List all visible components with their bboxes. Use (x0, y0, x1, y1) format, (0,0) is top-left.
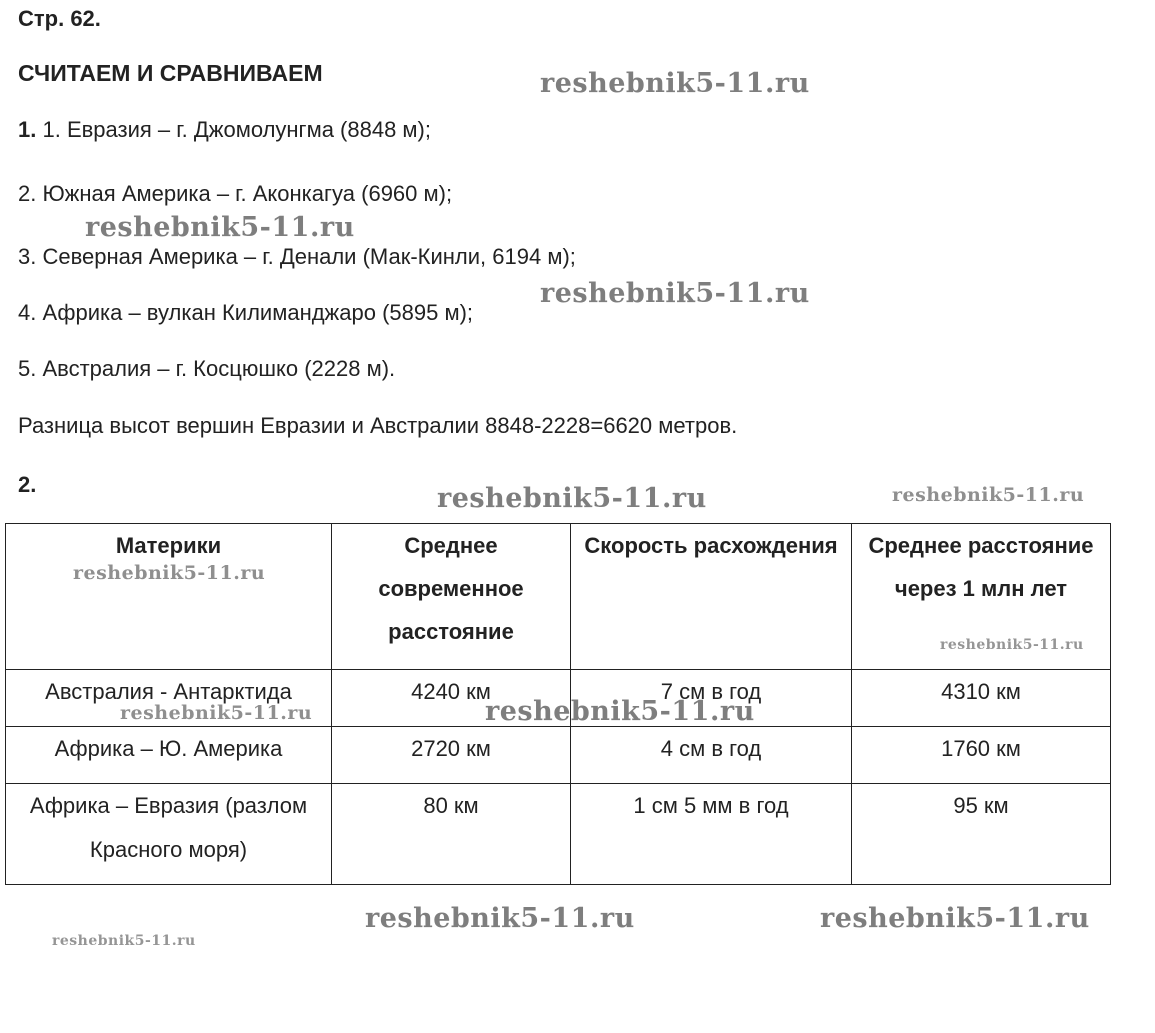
table-cell: Африка – Ю. Америка (6, 727, 332, 784)
watermark: reshebnik5-11.ru (485, 696, 755, 727)
table-cell: 4 см в год (571, 727, 852, 784)
table-cell: Африка – Евразия (разлом Красного моря) (6, 784, 332, 885)
watermark: reshebnik5-11.ru (437, 483, 707, 514)
table-cell: 1760 км (852, 727, 1111, 784)
task2-number: 2. (18, 472, 37, 497)
table-cell: 4310 км (852, 670, 1111, 727)
header-speed: Скорость расхождения (571, 524, 852, 670)
task1-item-2: 2. Южная Америка – г. Аконкагуа (6960 м); (18, 181, 453, 206)
table-cell: 80 км (332, 784, 571, 885)
task1-item-4: 4. Африка – вулкан Килиманджаро (5895 м); (18, 300, 474, 325)
header-current-distance: Среднее современное расстояние (332, 524, 571, 670)
watermark: reshebnik5-11.ru (820, 903, 1090, 934)
watermark: reshebnik5-11.ru (540, 278, 810, 309)
table-cell: Австралия - Антарктида (6, 670, 332, 727)
header-future-distance: Среднее расстояние через 1 млн лет (852, 524, 1111, 670)
task1-item-5: 5. Австралия – г. Косцюшко (2228 м). (18, 356, 396, 381)
watermark: reshebnik5-11.ru (940, 637, 1084, 653)
watermark: reshebnik5-11.ru (365, 903, 635, 934)
task1-difference: Разница высот вершин Евразии и Австралии 8848-2228=6620 метров. (18, 413, 738, 438)
table-row (6, 784, 1111, 885)
table-cell: 1 см 5 мм в год (571, 784, 852, 885)
task1-item-3: 3. Северная Америка – г. Денали (Мак-Кинли, 6194 м); (18, 244, 576, 269)
watermark: reshebnik5-11.ru (892, 484, 1085, 506)
page-reference: Стр. 62. (18, 6, 101, 31)
task1-number: 1. (18, 117, 37, 142)
watermark: reshebnik5-11.ru (85, 212, 355, 243)
table-row (6, 727, 1111, 784)
watermark: reshebnik5-11.ru (73, 562, 266, 584)
task1-item-1: 1. 1. Евразия – г. Джомолунгма (8848 м); (18, 117, 431, 142)
watermark: reshebnik5-11.ru (52, 933, 196, 949)
watermark: reshebnik5-11.ru (120, 702, 313, 724)
watermark: reshebnik5-11.ru (540, 68, 810, 99)
section-heading: СЧИТАЕМ И СРАВНИВАЕМ (18, 60, 323, 86)
table-cell: 4240 км (332, 670, 571, 727)
table-cell: 95 км (852, 784, 1111, 885)
table-cell: 7 см в год (571, 670, 852, 727)
header-continents: Материки (6, 524, 332, 670)
table-cell: 2720 км (332, 727, 571, 784)
